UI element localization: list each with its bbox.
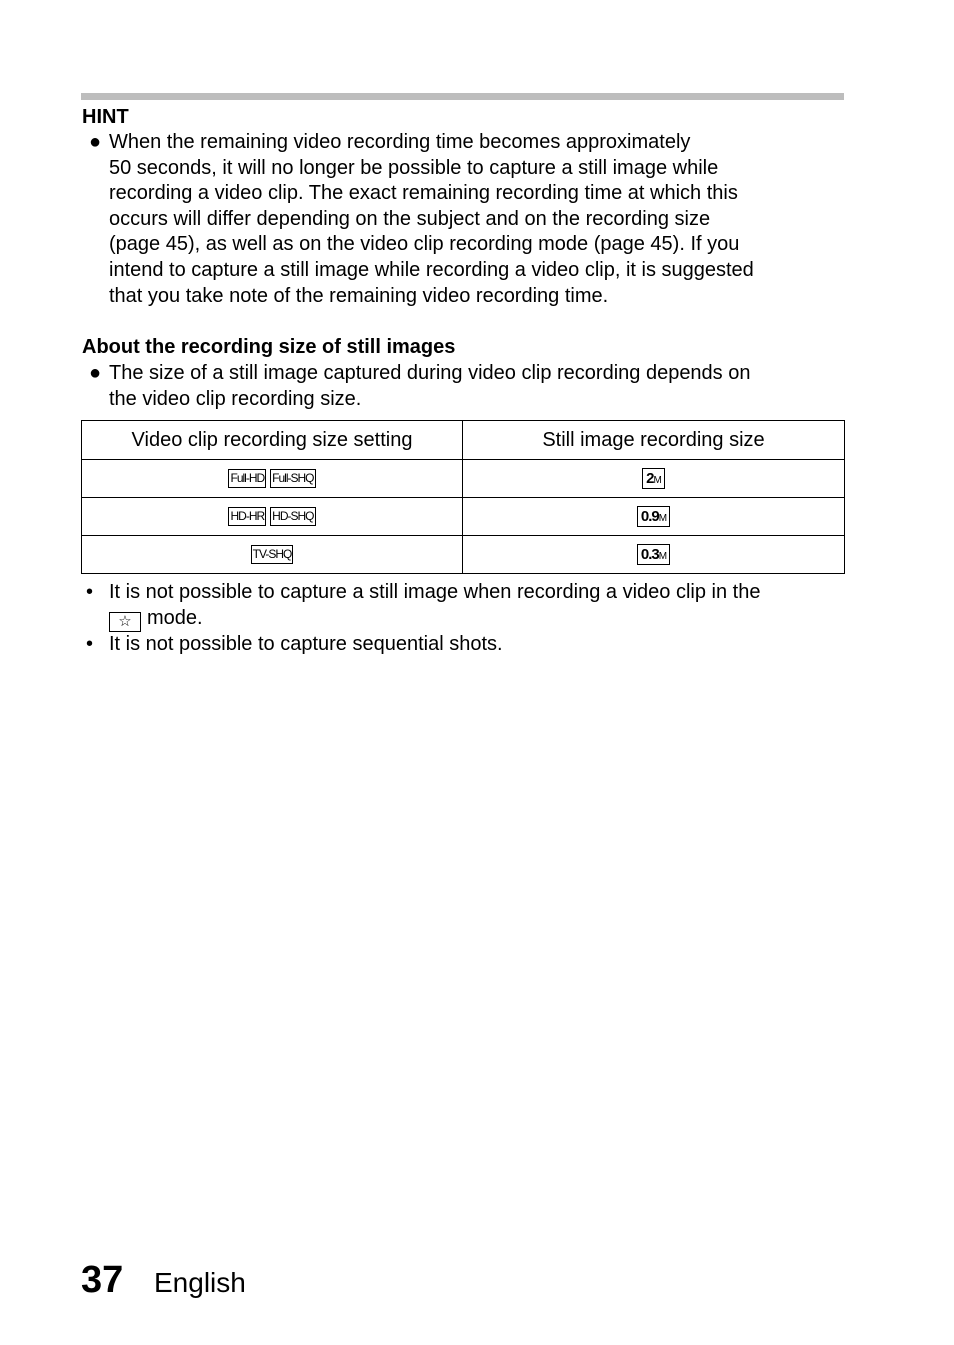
note-text: It is not possible to capture sequential shots.: [109, 632, 503, 655]
page-language: English: [154, 1267, 246, 1298]
section-paragraph: [82, 361, 844, 412]
bullet-icon: ●: [89, 362, 102, 384]
still-size-value: 0.3: [640, 546, 659, 564]
hint-line: that you take note of the remaining video recording time.: [109, 284, 609, 307]
column-header-still: Still image recording size: [463, 421, 845, 460]
hint-line: 50 seconds, it will no longer be possible to capture a still image while: [109, 156, 719, 179]
still-size-value: 2: [646, 470, 654, 488]
hint-title: HINT: [82, 106, 129, 128]
section-title: About the recording size of still images: [82, 336, 456, 358]
video-size-cell: [82, 498, 463, 536]
note-text: It is not possible to capture a still image when recording a video clip in the: [109, 581, 761, 603]
star-mode-icon: ☆: [109, 612, 141, 632]
column-header-video: Video clip recording size setting: [82, 421, 463, 460]
still-size-cell: [463, 536, 845, 574]
note-text: mode.: [147, 606, 203, 629]
still-size-unit: M: [658, 551, 667, 563]
still-0-9m-icon: [637, 506, 670, 527]
hd-shq-icon: HD-SHQ: [270, 507, 315, 526]
notes-list: [82, 580, 844, 657]
recording-size-table: [81, 420, 845, 574]
hint-line: occurs will differ depending on the subject and on the recording size: [109, 207, 711, 230]
section-line: The size of a still image captured during video clip recording depends on: [109, 362, 751, 384]
table-row: [82, 460, 845, 498]
note-item: [82, 632, 844, 658]
still-size-cell: [463, 498, 845, 536]
still-2m-icon: [642, 468, 665, 489]
note-item: [82, 580, 844, 632]
hint-line: (page 45), as well as on the video clip recording mode (page 45). If you: [109, 233, 740, 256]
hd-hr-icon: HD-HR: [228, 507, 266, 526]
table-header-row: [82, 421, 845, 460]
video-size-cell: [82, 460, 463, 498]
hint-line: When the remaining video recording time becomes approximately: [109, 131, 691, 153]
still-0-3m-icon: [637, 544, 670, 565]
full-shq-icon: Full-SHQ: [270, 469, 315, 488]
table-row: [82, 498, 845, 536]
still-size-unit: M: [653, 475, 661, 487]
hint-paragraph: [82, 130, 844, 309]
section-line: the video clip recording size.: [109, 387, 362, 410]
bullet-icon: •: [86, 632, 94, 655]
video-size-cell: [82, 536, 463, 574]
page-number: 37: [81, 1259, 124, 1301]
still-size-unit: M: [658, 513, 667, 525]
header-rule: [81, 93, 844, 100]
still-size-value: 0.9: [640, 508, 659, 526]
hint-line: intend to capture a still image while recording a video clip, it is suggested: [109, 258, 754, 281]
full-hd-icon: Full-HD: [228, 469, 266, 488]
still-size-cell: [463, 460, 845, 498]
table-row: [82, 536, 845, 574]
page-footer: [81, 1258, 246, 1302]
tv-shq-icon: TV-SHQ: [251, 545, 294, 564]
bullet-icon: ●: [89, 131, 102, 153]
hint-line: recording a video clip. The exact remaining recording time at which this: [109, 182, 738, 205]
bullet-icon: •: [86, 581, 94, 603]
